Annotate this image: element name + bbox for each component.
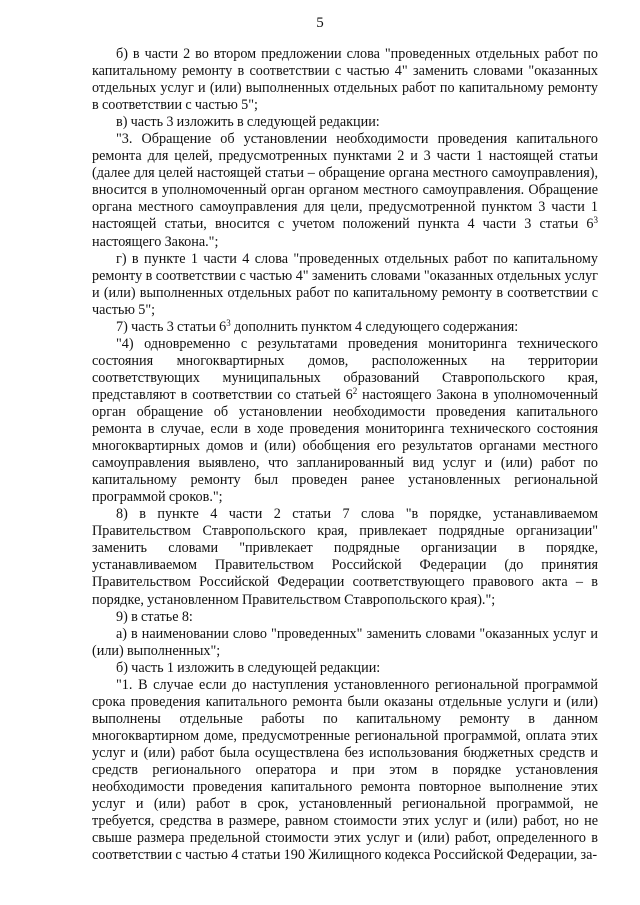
- paragraph: [92, 131, 598, 250]
- text-segment: настоящего Закона в уполномоченный орган обращение об установлении необходимости проведения капитального ремонта в случае, если в ходе проведения мониторинга технического состояния многоквартирных домов и (или) обобщения его результатов органами местного самоуправления выявлено, что запланированный вид услуг и (или) работ по капитальному ремонту был проведен ранее установленных региональной программой сроков.";: [92, 386, 598, 506]
- superscript: 2: [352, 385, 358, 396]
- text-segment: "4) одновременно с результатами проведения мониторинга технического состояния многоквартирных домов, расположенных на территории соответствующих муниципальных образований Ставропольского края, представляют в соответствии со статьей 6: [92, 335, 598, 403]
- page-number: 5: [316, 15, 324, 31]
- paragraph: [92, 319, 598, 336]
- document-body: [92, 46, 598, 864]
- text-segment: настоящего Закона.";: [92, 233, 219, 250]
- paragraph: [92, 46, 598, 114]
- superscript: 3: [226, 317, 231, 328]
- text-segment: "1. В случае если до наступления установленного региональной программой срока проведения капитального ремонта были оказаны отдельные услуги и (или) выполнены отдельные работы по капитальному ремонту в данном многоквартирном доме, предусмотренные региональной программой, оплата этих услуг и (или) работ была осуществлена без использования бюджетных средств и средств регионального оператора и при этом в порядке установления необходимости проведения капитального ремонта повторное выполнение этих услуг и (или) работ в срок, установленный региональной программой, не требуется, средства в размере, равном стоимости этих услуг и (или) работ, но не свыше размера предельной стоимости этих услуг и (или) работ, определенного в соответствии с частью 4 статьи 190 Жилищного кодекса Российской Федерации, за-: [92, 676, 598, 864]
- text-segment: дополнить пунктом 4 следующего содержания:: [230, 318, 519, 335]
- text-segment: 8) в пункте 4 части 2 статьи 7 слова "в порядке, устанавливаемом Правительством Ставропольского края, привлекает подрядные организации" заменить словами "привлекает подрядные организации в порядке, устанавливаемом Правительством Российской Федерации (до принятия Правительством Российской Федерации соответствующего правового акта – в порядке, установленном Правительством Ставропольского края).";: [92, 506, 598, 608]
- paragraph: [92, 114, 598, 131]
- text-segment: в) часть 3 изложить в следующей редакции:: [116, 114, 380, 131]
- paragraph: [92, 336, 598, 506]
- paragraph: [92, 609, 598, 626]
- superscript: 3: [593, 215, 598, 226]
- paragraph: [92, 660, 598, 677]
- text-segment: б) в части 2 во втором предложении слова "проведенных отдельных работ по капитальному ремонту в соответствии с частью 4" заменить словами "оказанных отдельных услуг и (или) выполненных отдельных работ по капитальному ремонту в соответствии с частью 5";: [92, 46, 598, 114]
- text-segment: 9) в статье 8:: [116, 608, 193, 625]
- paragraph: [92, 626, 598, 660]
- text-segment: а) в наименовании слово "проведенных" заменить словами "оказанных услуг и (или) выполненных";: [92, 625, 598, 659]
- paragraph: [92, 677, 598, 865]
- text-segment: г) в пункте 1 части 4 слова "проведенных отдельных работ по капитальному ремонту в соответствии с частью 4" заменить словами "оказанных отдельных услуг и (или) выполненных отдельных работ по капитальному ремонту в соответствии с частью 5";: [92, 250, 598, 318]
- text-segment: б) часть 1 изложить в следующей редакции:: [116, 659, 381, 676]
- paragraph: [92, 251, 598, 319]
- text-segment: 7) часть 3 статьи 6: [116, 318, 227, 335]
- paragraph: [92, 506, 598, 608]
- text-segment: "3. Обращение об установлении необходимости проведения капитального ремонта для целей, предусмотренных пунктами 2 и 3 части 1 настоящей статьи (далее для целей настоящей статьи – обращение органа местного самоуправления), вносится в уполномоченный орган органом местного самоуправления. Обращение органа местного самоуправления для цели, предусмотренной пунктом 3 части 1 настоящей статьи, вносится с учетом положений пункта 4 части 3 статьи 6: [92, 131, 598, 233]
